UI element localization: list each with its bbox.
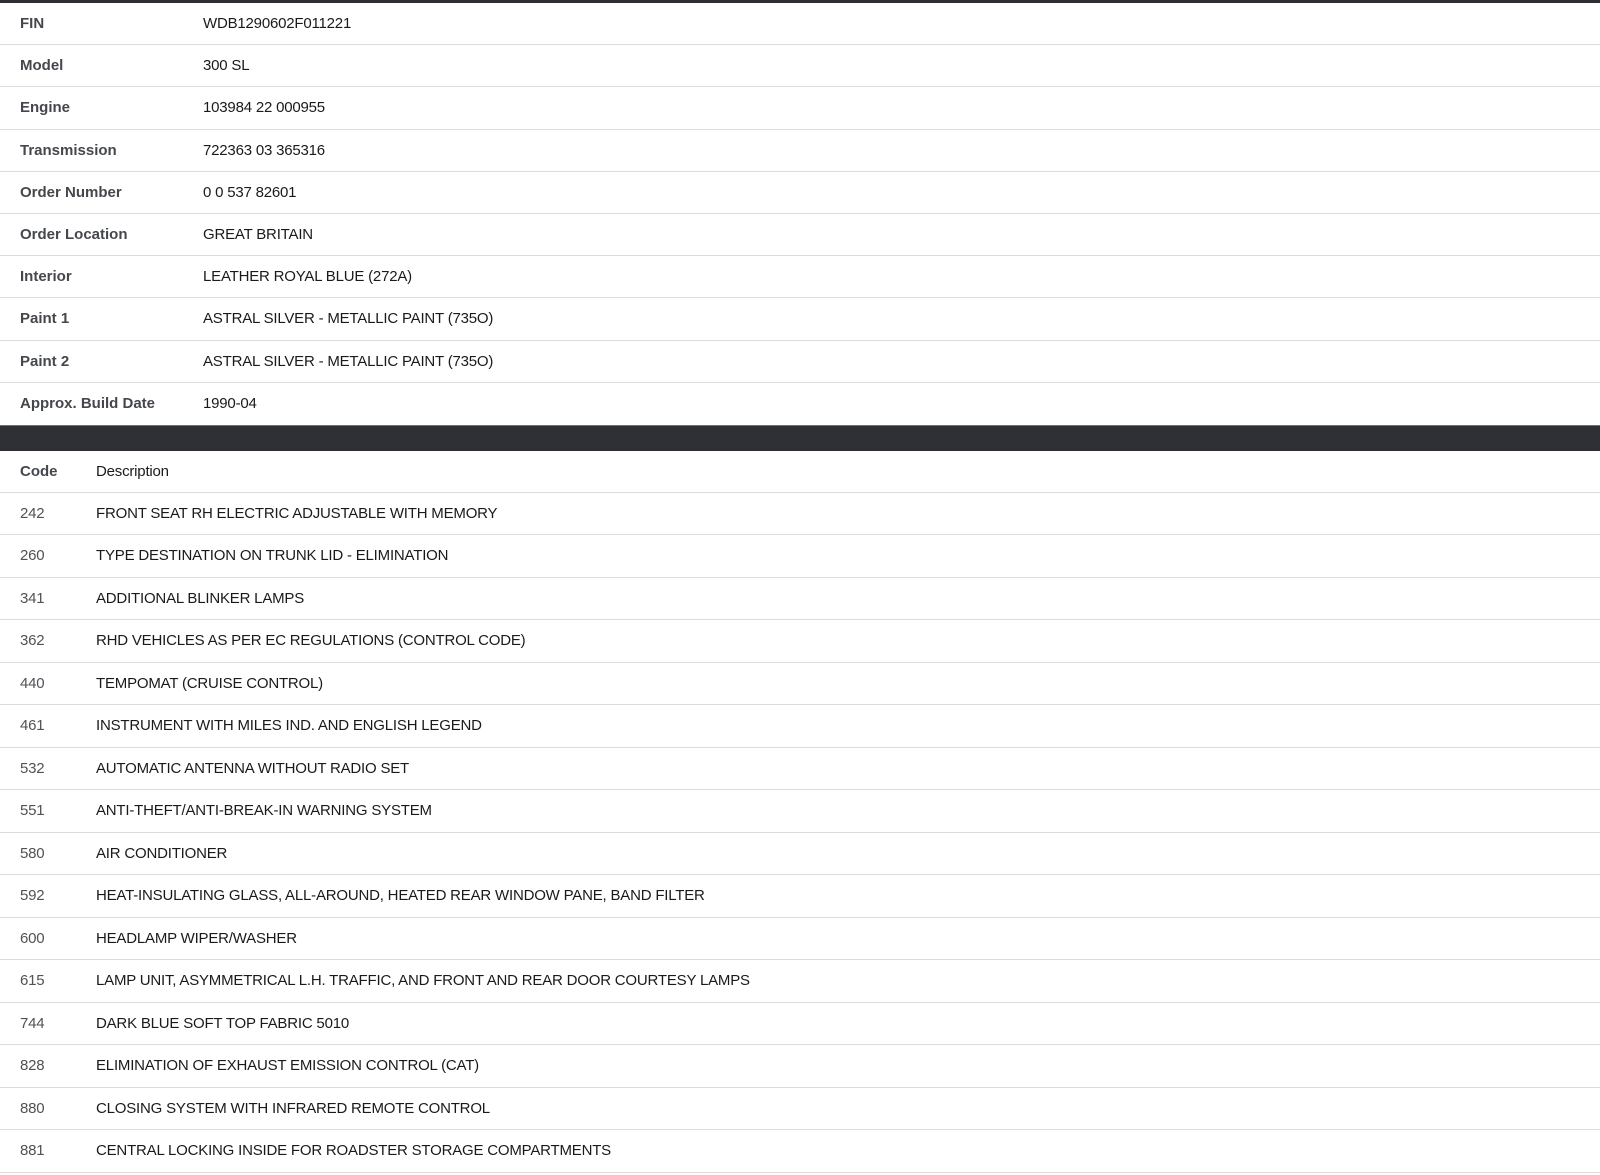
vehicle-info-label: Order Location [20,226,128,244]
options-table-header-row [0,451,1600,493]
option-code-row [0,790,1600,833]
option-description: ANTI-THEFT/ANTI-BREAK-IN WARNING SYSTEM [96,802,432,820]
option-description: FRONT SEAT RH ELECTRIC ADJUSTABLE WITH MEMORY [96,504,498,522]
option-code: 580 [20,844,45,862]
option-code: 362 [20,632,45,650]
description-column-header: Description [96,462,169,480]
vehicle-info-value: 300 SL [203,57,250,75]
vehicle-info-value: 722363 03 365316 [203,141,325,159]
vehicle-info-row [0,3,1600,45]
vehicle-info-row [0,383,1600,425]
vehicle-info-row [0,130,1600,172]
vehicle-info-row [0,341,1600,383]
option-code-row [0,748,1600,791]
option-code-row [0,493,1600,536]
options-table-body [0,493,1600,1173]
vehicle-info-label: Approx. Build Date [20,395,156,413]
vehicle-info-row [0,256,1600,298]
vehicle-info-label: Paint 2 [20,352,70,370]
vehicle-info-row [0,214,1600,256]
option-description: LAMP UNIT, ASYMMETRICAL L.H. TRAFFIC, AND FRONT AND REAR DOOR COURTESY LAMPS [96,972,750,990]
vehicle-info-value: ASTRAL SILVER - METALLIC PAINT (735O) [203,352,494,370]
option-description: DARK BLUE SOFT TOP FABRIC 5010 [96,1014,349,1032]
option-description: CENTRAL LOCKING INSIDE FOR ROADSTER STORAGE COMPARTMENTS [96,1142,611,1160]
vehicle-info-label: Engine [20,99,71,117]
option-description: INSTRUMENT WITH MILES IND. AND ENGLISH LEGEND [96,717,482,735]
option-code: 551 [20,802,45,820]
option-code: 880 [20,1099,45,1117]
option-description: AUTOMATIC ANTENNA WITHOUT RADIO SET [96,759,410,777]
option-description: TYPE DESTINATION ON TRUNK LID - ELIMINATION [96,547,449,565]
option-description: HEAT-INSULATING GLASS, ALL-AROUND, HEATED REAR WINDOW PANE, BAND FILTER [96,887,705,905]
vehicle-info-label: Paint 1 [20,310,70,328]
option-description: ADDITIONAL BLINKER LAMPS [96,589,305,607]
option-code-row [0,1045,1600,1088]
vehicle-info-value: 103984 22 000955 [203,99,325,117]
option-code: 440 [20,674,45,692]
vehicle-info-row [0,172,1600,214]
option-code-row [0,578,1600,621]
option-code-row [0,663,1600,706]
option-code-row [0,960,1600,1003]
option-code-row [0,535,1600,578]
vehicle-info-value: WDB1290602F011221 [203,15,352,33]
option-description: ELIMINATION OF EXHAUST EMISSION CONTROL (CAT) [96,1057,479,1075]
option-code-row [0,705,1600,748]
option-code: 600 [20,929,45,947]
vehicle-info-value: GREAT BRITAIN [203,226,313,244]
vehicle-info-label: FIN [20,15,45,33]
option-code-row [0,833,1600,876]
option-code: 744 [20,1014,45,1032]
vehicle-info-value: LEATHER ROYAL BLUE (272A) [203,268,412,286]
option-code: 615 [20,972,45,990]
option-code: 461 [20,717,45,735]
option-description: CLOSING SYSTEM WITH INFRARED REMOTE CONTROL [96,1099,490,1117]
option-description: HEADLAMP WIPER/WASHER [96,929,297,947]
option-code-row [0,1130,1600,1173]
vehicle-info-value: 1990-04 [203,395,257,413]
option-code-row [0,1003,1600,1046]
vehicle-info-label: Interior [20,268,72,286]
option-code-row [0,1088,1600,1131]
option-code: 532 [20,759,45,777]
option-code: 828 [20,1057,45,1075]
vehicle-info-label: Transmission [20,141,117,159]
option-code: 260 [20,547,45,565]
option-code: 242 [20,504,45,522]
option-code-row [0,620,1600,663]
option-code: 881 [20,1142,45,1160]
vehicle-info-value: 0 0 537 82601 [203,183,297,201]
vehicle-info-row [0,298,1600,340]
code-column-header: Code [20,462,58,480]
option-code: 341 [20,589,45,607]
option-code-row [0,918,1600,961]
option-description: AIR CONDITIONER [96,844,228,862]
vehicle-info-rows [0,3,1600,425]
vehicle-info-row [0,87,1600,129]
vehicle-info-value: ASTRAL SILVER - METALLIC PAINT (735O) [203,310,494,328]
section-divider-bar [0,425,1600,451]
option-description: RHD VEHICLES AS PER EC REGULATIONS (CONTROL CODE) [96,632,526,650]
option-code-row [0,875,1600,918]
option-description: TEMPOMAT (CRUISE CONTROL) [96,674,323,692]
vehicle-info-table [0,0,1600,425]
option-codes-table [0,451,1600,1173]
vehicle-info-label: Order Number [20,183,122,201]
option-code: 592 [20,887,45,905]
vehicle-info-label: Model [20,57,64,75]
vehicle-info-row [0,45,1600,87]
